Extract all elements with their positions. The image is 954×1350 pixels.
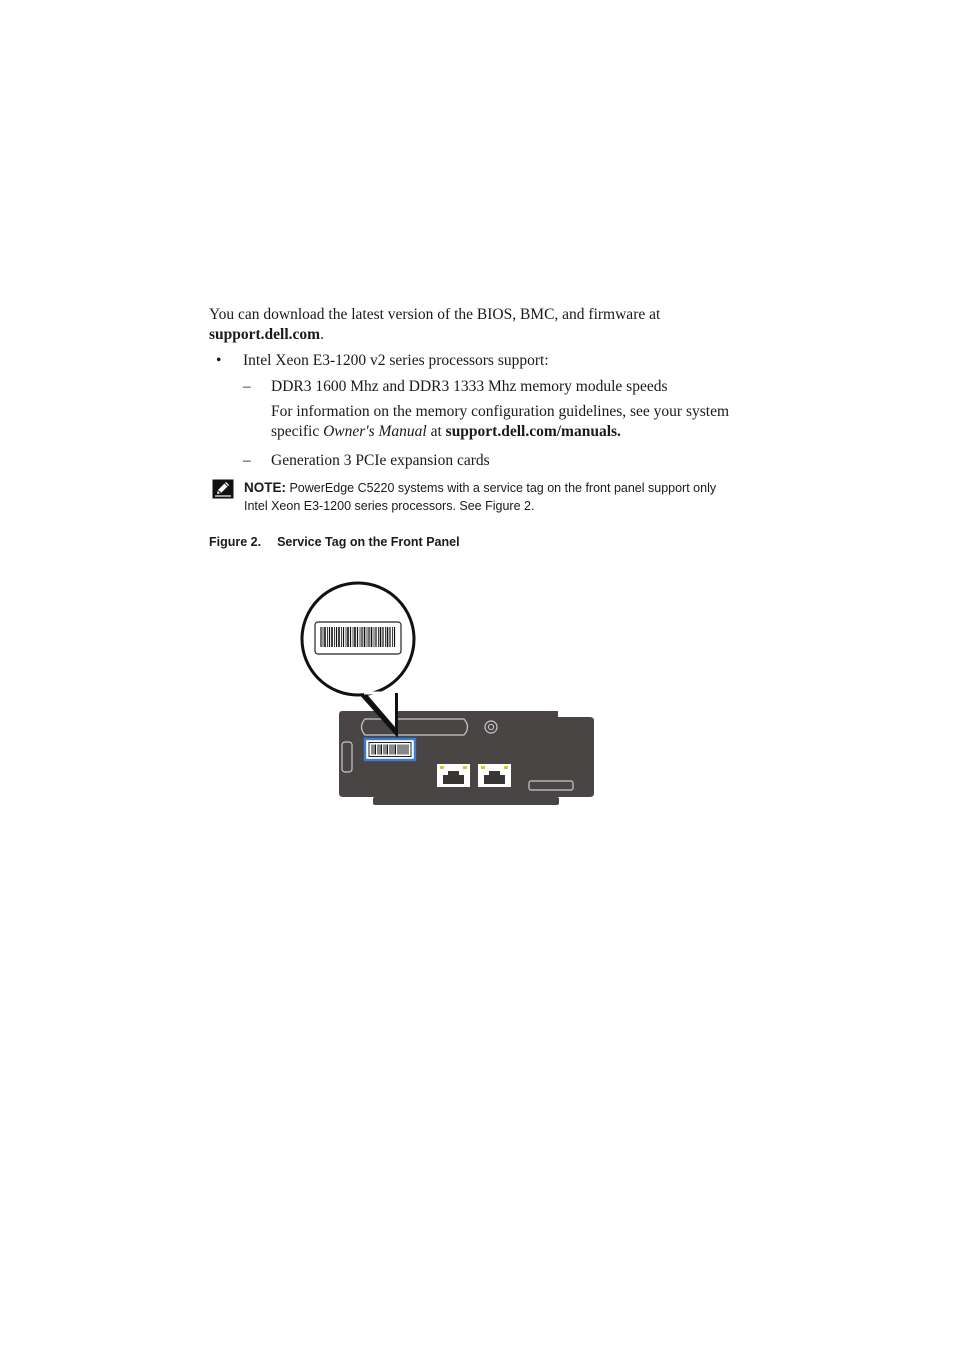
info-line-1: For information on the memory configuration guidelines, see your system bbox=[271, 403, 730, 420]
bullet-text: Intel Xeon E3-1200 v2 series processors support: bbox=[243, 352, 549, 369]
note-label: NOTE: bbox=[244, 480, 286, 495]
left-handle bbox=[342, 742, 352, 772]
info-line-2 bbox=[271, 422, 621, 442]
intro-line-1: You can download the latest version of the BIOS, BMC, and firmware at bbox=[209, 306, 661, 323]
note-text-1: PowerEdge C5220 systems with a service tag on the front panel support only bbox=[286, 481, 717, 495]
network-port-1-icon bbox=[437, 764, 470, 787]
large-barcode-bars bbox=[321, 627, 395, 647]
intro-period: . bbox=[320, 326, 324, 343]
front-panel-illustration bbox=[290, 575, 610, 815]
support-link[interactable]: support.dell.com bbox=[209, 326, 321, 343]
note-line-2: Intel Xeon E3-1200 series processors. See Figure 2. bbox=[244, 499, 535, 513]
bullet-marker: • bbox=[216, 352, 222, 369]
info-line-2-a: specific bbox=[271, 423, 324, 440]
subitem-text-1: DDR3 1600 Mhz and DDR3 1333 Mhz memory module speeds bbox=[271, 378, 668, 395]
owners-manual-title: Owner's Manual bbox=[323, 423, 427, 440]
intro-line-2 bbox=[209, 325, 324, 345]
figure-number: Figure 2. bbox=[209, 535, 262, 549]
subitem-marker-1: – bbox=[243, 378, 251, 395]
top-slot bbox=[362, 719, 468, 735]
manuals-link[interactable]: support.dell.com/manuals. bbox=[445, 423, 621, 440]
figure-title: Service Tag on the Front Panel bbox=[277, 535, 460, 549]
figure-caption bbox=[209, 535, 460, 549]
info-line-2-b: at bbox=[426, 423, 446, 440]
chassis-lip bbox=[373, 797, 559, 805]
subitem-marker-2: – bbox=[243, 452, 251, 469]
subitem-text-2: Generation 3 PCIe expansion cards bbox=[271, 452, 490, 469]
right-slot bbox=[529, 781, 573, 790]
note-pencil-icon bbox=[212, 479, 234, 499]
note-line-1 bbox=[244, 479, 716, 497]
network-port-2-icon bbox=[478, 764, 511, 787]
